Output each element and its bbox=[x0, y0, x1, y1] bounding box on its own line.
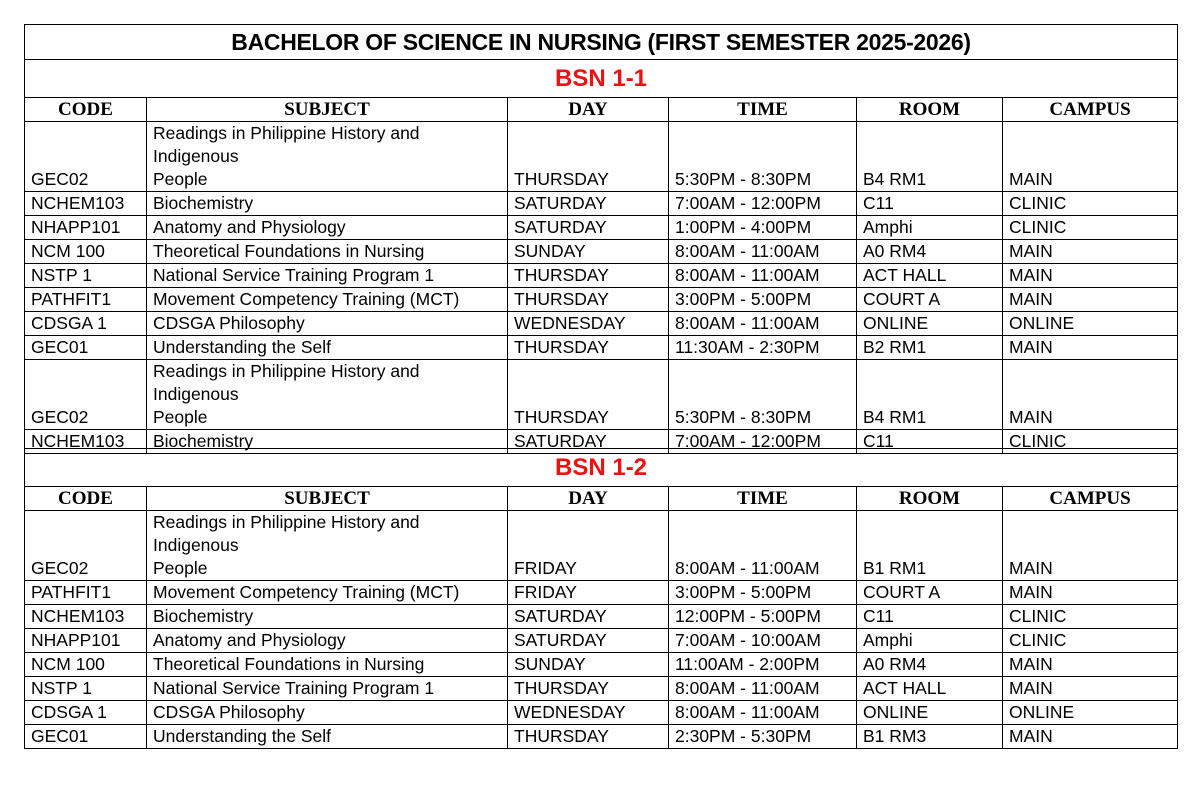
cell-subject bbox=[147, 122, 508, 192]
cell-room: ONLINE bbox=[857, 701, 1003, 725]
table-row bbox=[25, 216, 1178, 240]
document-title: BACHELOR OF SCIENCE IN NURSING (FIRST SEMESTER 2025-2026) bbox=[25, 25, 1178, 60]
cell-subject bbox=[147, 360, 508, 430]
cell-code: NHAPP101 bbox=[25, 629, 147, 653]
cell-subject: Movement Competency Training (MCT) bbox=[147, 288, 508, 312]
cell-subject: Biochemistry bbox=[147, 192, 508, 216]
cell-subject: National Service Training Program 1 bbox=[147, 264, 508, 288]
cell-campus: MAIN bbox=[1003, 122, 1178, 192]
cell-room: B4 RM1 bbox=[857, 360, 1003, 430]
cell-day: WEDNESDAY bbox=[508, 312, 669, 336]
cell-day: FRIDAY bbox=[508, 511, 669, 581]
column-header-row bbox=[25, 487, 1178, 511]
table-row bbox=[25, 653, 1178, 677]
cell-time: 7:00AM - 12:00PM bbox=[669, 430, 857, 454]
cell-room: COURT A bbox=[857, 581, 1003, 605]
cell-subject: Anatomy and Physiology bbox=[147, 629, 508, 653]
cell-subject: Theoretical Foundations in Nursing bbox=[147, 240, 508, 264]
cell-subject: Anatomy and Physiology bbox=[147, 216, 508, 240]
cell-subject: CDSGA Philosophy bbox=[147, 701, 508, 725]
table-row bbox=[25, 581, 1178, 605]
cell-time: 12:00PM - 5:00PM bbox=[669, 605, 857, 629]
cell-code: GEC01 bbox=[25, 725, 147, 749]
cell-subject: Theoretical Foundations in Nursing bbox=[147, 653, 508, 677]
cell-code: PATHFIT1 bbox=[25, 581, 147, 605]
cell-room: ONLINE bbox=[857, 312, 1003, 336]
cell-campus: CLINIC bbox=[1003, 430, 1178, 454]
cell-subject: CDSGA Philosophy bbox=[147, 312, 508, 336]
section-heading: BSN 1-2 bbox=[25, 449, 1178, 487]
column-header-room: ROOM bbox=[857, 98, 1003, 122]
subject-line-1: Readings in Philippine History and Indigenous bbox=[153, 512, 420, 555]
cell-campus: MAIN bbox=[1003, 653, 1178, 677]
cell-subject: Understanding the Self bbox=[147, 725, 508, 749]
table-row bbox=[25, 360, 1178, 430]
cell-campus: MAIN bbox=[1003, 511, 1178, 581]
cell-time: 8:00AM - 11:00AM bbox=[669, 511, 857, 581]
section-heading: BSN 1-1 bbox=[25, 60, 1178, 98]
cell-room: ACT HALL bbox=[857, 264, 1003, 288]
cell-day: THURSDAY bbox=[508, 122, 669, 192]
column-header-row bbox=[25, 98, 1178, 122]
column-header-time: TIME bbox=[669, 487, 857, 511]
cell-campus: CLINIC bbox=[1003, 216, 1178, 240]
cell-time: 8:00AM - 11:00AM bbox=[669, 312, 857, 336]
cell-day: THURSDAY bbox=[508, 264, 669, 288]
column-header-code: CODE bbox=[25, 487, 147, 511]
cell-campus: CLINIC bbox=[1003, 629, 1178, 653]
cell-time: 3:00PM - 5:00PM bbox=[669, 288, 857, 312]
cell-code: CDSGA 1 bbox=[25, 312, 147, 336]
cell-room: C11 bbox=[857, 192, 1003, 216]
cell-room: B1 RM3 bbox=[857, 725, 1003, 749]
cell-time: 7:00AM - 10:00AM bbox=[669, 629, 857, 653]
cell-campus: MAIN bbox=[1003, 725, 1178, 749]
cell-room: C11 bbox=[857, 430, 1003, 454]
table-row bbox=[25, 192, 1178, 216]
cell-room: B1 RM1 bbox=[857, 511, 1003, 581]
cell-time: 1:00PM - 4:00PM bbox=[669, 216, 857, 240]
cell-code: NCHEM103 bbox=[25, 430, 147, 454]
cell-code: CDSGA 1 bbox=[25, 701, 147, 725]
schedule-rows bbox=[25, 122, 1178, 454]
table-row bbox=[25, 312, 1178, 336]
cell-room: Amphi bbox=[857, 216, 1003, 240]
column-header-code: CODE bbox=[25, 98, 147, 122]
cell-code: NCHEM103 bbox=[25, 192, 147, 216]
table-row bbox=[25, 629, 1178, 653]
table-row bbox=[25, 122, 1178, 192]
cell-campus: MAIN bbox=[1003, 288, 1178, 312]
subject-line-2: People bbox=[153, 558, 208, 578]
cell-campus: ONLINE bbox=[1003, 701, 1178, 725]
cell-time: 11:30AM - 2:30PM bbox=[669, 336, 857, 360]
cell-room: A0 RM4 bbox=[857, 240, 1003, 264]
cell-campus: MAIN bbox=[1003, 677, 1178, 701]
cell-campus: MAIN bbox=[1003, 360, 1178, 430]
column-header-subject: SUBJECT bbox=[147, 487, 508, 511]
cell-code: GEC01 bbox=[25, 336, 147, 360]
cell-day: SATURDAY bbox=[508, 605, 669, 629]
cell-campus: CLINIC bbox=[1003, 605, 1178, 629]
cell-day: THURSDAY bbox=[508, 336, 669, 360]
cell-time: 5:30PM - 8:30PM bbox=[669, 360, 857, 430]
cell-day: SATURDAY bbox=[508, 192, 669, 216]
cell-time: 8:00AM - 11:00AM bbox=[669, 701, 857, 725]
table-row bbox=[25, 725, 1178, 749]
table-row bbox=[25, 511, 1178, 581]
table-row bbox=[25, 336, 1178, 360]
cell-campus: ONLINE bbox=[1003, 312, 1178, 336]
column-header-room: ROOM bbox=[857, 487, 1003, 511]
table-row bbox=[25, 240, 1178, 264]
cell-campus: MAIN bbox=[1003, 336, 1178, 360]
cell-subject: National Service Training Program 1 bbox=[147, 677, 508, 701]
subject-line-1: Readings in Philippine History and Indigenous bbox=[153, 361, 420, 404]
cell-code: GEC02 bbox=[25, 360, 147, 430]
cell-time: 2:30PM - 5:30PM bbox=[669, 725, 857, 749]
cell-campus: MAIN bbox=[1003, 581, 1178, 605]
cell-time: 11:00AM - 2:00PM bbox=[669, 653, 857, 677]
cell-subject bbox=[147, 511, 508, 581]
subject-line-2: People bbox=[153, 169, 208, 189]
cell-time: 3:00PM - 5:00PM bbox=[669, 581, 857, 605]
cell-code: NHAPP101 bbox=[25, 216, 147, 240]
column-header-day: DAY bbox=[508, 98, 669, 122]
cell-campus: MAIN bbox=[1003, 240, 1178, 264]
cell-day: THURSDAY bbox=[508, 677, 669, 701]
column-header-day: DAY bbox=[508, 487, 669, 511]
cell-campus: CLINIC bbox=[1003, 192, 1178, 216]
cell-day: SATURDAY bbox=[508, 430, 669, 454]
cell-day: THURSDAY bbox=[508, 288, 669, 312]
cell-subject: Biochemistry bbox=[147, 430, 508, 454]
cell-day: WEDNESDAY bbox=[508, 701, 669, 725]
column-header-subject: SUBJECT bbox=[147, 98, 508, 122]
table-row bbox=[25, 605, 1178, 629]
cell-subject: Movement Competency Training (MCT) bbox=[147, 581, 508, 605]
cell-room: B2 RM1 bbox=[857, 336, 1003, 360]
table-row bbox=[25, 701, 1178, 725]
column-header-campus: CAMPUS bbox=[1003, 98, 1178, 122]
table-row bbox=[25, 677, 1178, 701]
cell-room: ACT HALL bbox=[857, 677, 1003, 701]
cell-time: 8:00AM - 11:00AM bbox=[669, 677, 857, 701]
cell-code: NSTP 1 bbox=[25, 677, 147, 701]
cell-day: THURSDAY bbox=[508, 360, 669, 430]
cell-time: 7:00AM - 12:00PM bbox=[669, 192, 857, 216]
cell-day: SATURDAY bbox=[508, 629, 669, 653]
cell-day: THURSDAY bbox=[508, 725, 669, 749]
cell-campus: MAIN bbox=[1003, 264, 1178, 288]
cell-day: FRIDAY bbox=[508, 581, 669, 605]
column-header-time: TIME bbox=[669, 98, 857, 122]
cell-room: COURT A bbox=[857, 288, 1003, 312]
cell-code: NCM 100 bbox=[25, 653, 147, 677]
cell-time: 8:00AM - 11:00AM bbox=[669, 240, 857, 264]
table-row bbox=[25, 264, 1178, 288]
subject-line-2: People bbox=[153, 407, 208, 427]
cell-code: PATHFIT1 bbox=[25, 288, 147, 312]
schedule-rows bbox=[25, 511, 1178, 749]
cell-room: B4 RM1 bbox=[857, 122, 1003, 192]
cell-room: C11 bbox=[857, 605, 1003, 629]
cell-code: GEC02 bbox=[25, 511, 147, 581]
table-row bbox=[25, 288, 1178, 312]
cell-time: 5:30PM - 8:30PM bbox=[669, 122, 857, 192]
subject-line-1: Readings in Philippine History and Indigenous bbox=[153, 123, 420, 166]
cell-room: A0 RM4 bbox=[857, 653, 1003, 677]
schedule-table-bsn-1-2 bbox=[24, 448, 1178, 749]
cell-subject: Biochemistry bbox=[147, 605, 508, 629]
cell-time: 8:00AM - 11:00AM bbox=[669, 264, 857, 288]
column-header-campus: CAMPUS bbox=[1003, 487, 1178, 511]
schedule-table-bsn-1-1 bbox=[24, 24, 1178, 454]
cell-code: GEC02 bbox=[25, 122, 147, 192]
cell-subject: Understanding the Self bbox=[147, 336, 508, 360]
cell-day: SUNDAY bbox=[508, 240, 669, 264]
cell-code: NSTP 1 bbox=[25, 264, 147, 288]
cell-code: NCHEM103 bbox=[25, 605, 147, 629]
cell-day: SUNDAY bbox=[508, 653, 669, 677]
cell-room: Amphi bbox=[857, 629, 1003, 653]
cell-code: NCM 100 bbox=[25, 240, 147, 264]
cell-day: SATURDAY bbox=[508, 216, 669, 240]
